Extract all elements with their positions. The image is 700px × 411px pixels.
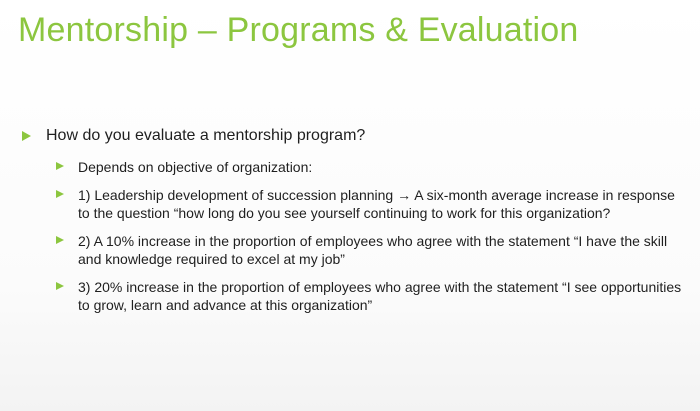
sub-bullet-list <box>56 158 682 314</box>
triangle-right-icon <box>22 131 31 141</box>
sub-bullet-text: 3) 20% increase in the proportion of employees who agree with the statement “I see opportunities to grow, learn and advance at this organization” <box>78 279 682 313</box>
sub-bullet-text: 1) Leadership development of succession planning → A six-month average increase in response to the question “how long do you see yourself continuing to work for this organization? <box>78 187 675 221</box>
sub-bullet-growth <box>56 278 682 314</box>
sub-bullet-text: 2) A 10% increase in the proportion of employees who agree with the statement “I have the skill and knowledge required to excel at my job” <box>78 233 668 267</box>
main-bullet-text: How do you evaluate a mentorship program? <box>46 127 366 144</box>
triangle-right-icon <box>56 190 64 198</box>
slide-title: Mentorship – Programs & Evaluation <box>18 11 579 49</box>
main-bullet <box>22 126 682 146</box>
triangle-right-icon <box>56 282 64 290</box>
sub-bullet-leadership <box>56 186 682 222</box>
sub-bullet-objective <box>56 158 682 176</box>
sub-bullet-skill <box>56 232 682 268</box>
slide-content <box>22 126 682 324</box>
triangle-right-icon <box>56 236 64 244</box>
sub-bullet-text: Depends on objective of organization: <box>78 159 313 175</box>
triangle-right-icon <box>56 162 64 170</box>
